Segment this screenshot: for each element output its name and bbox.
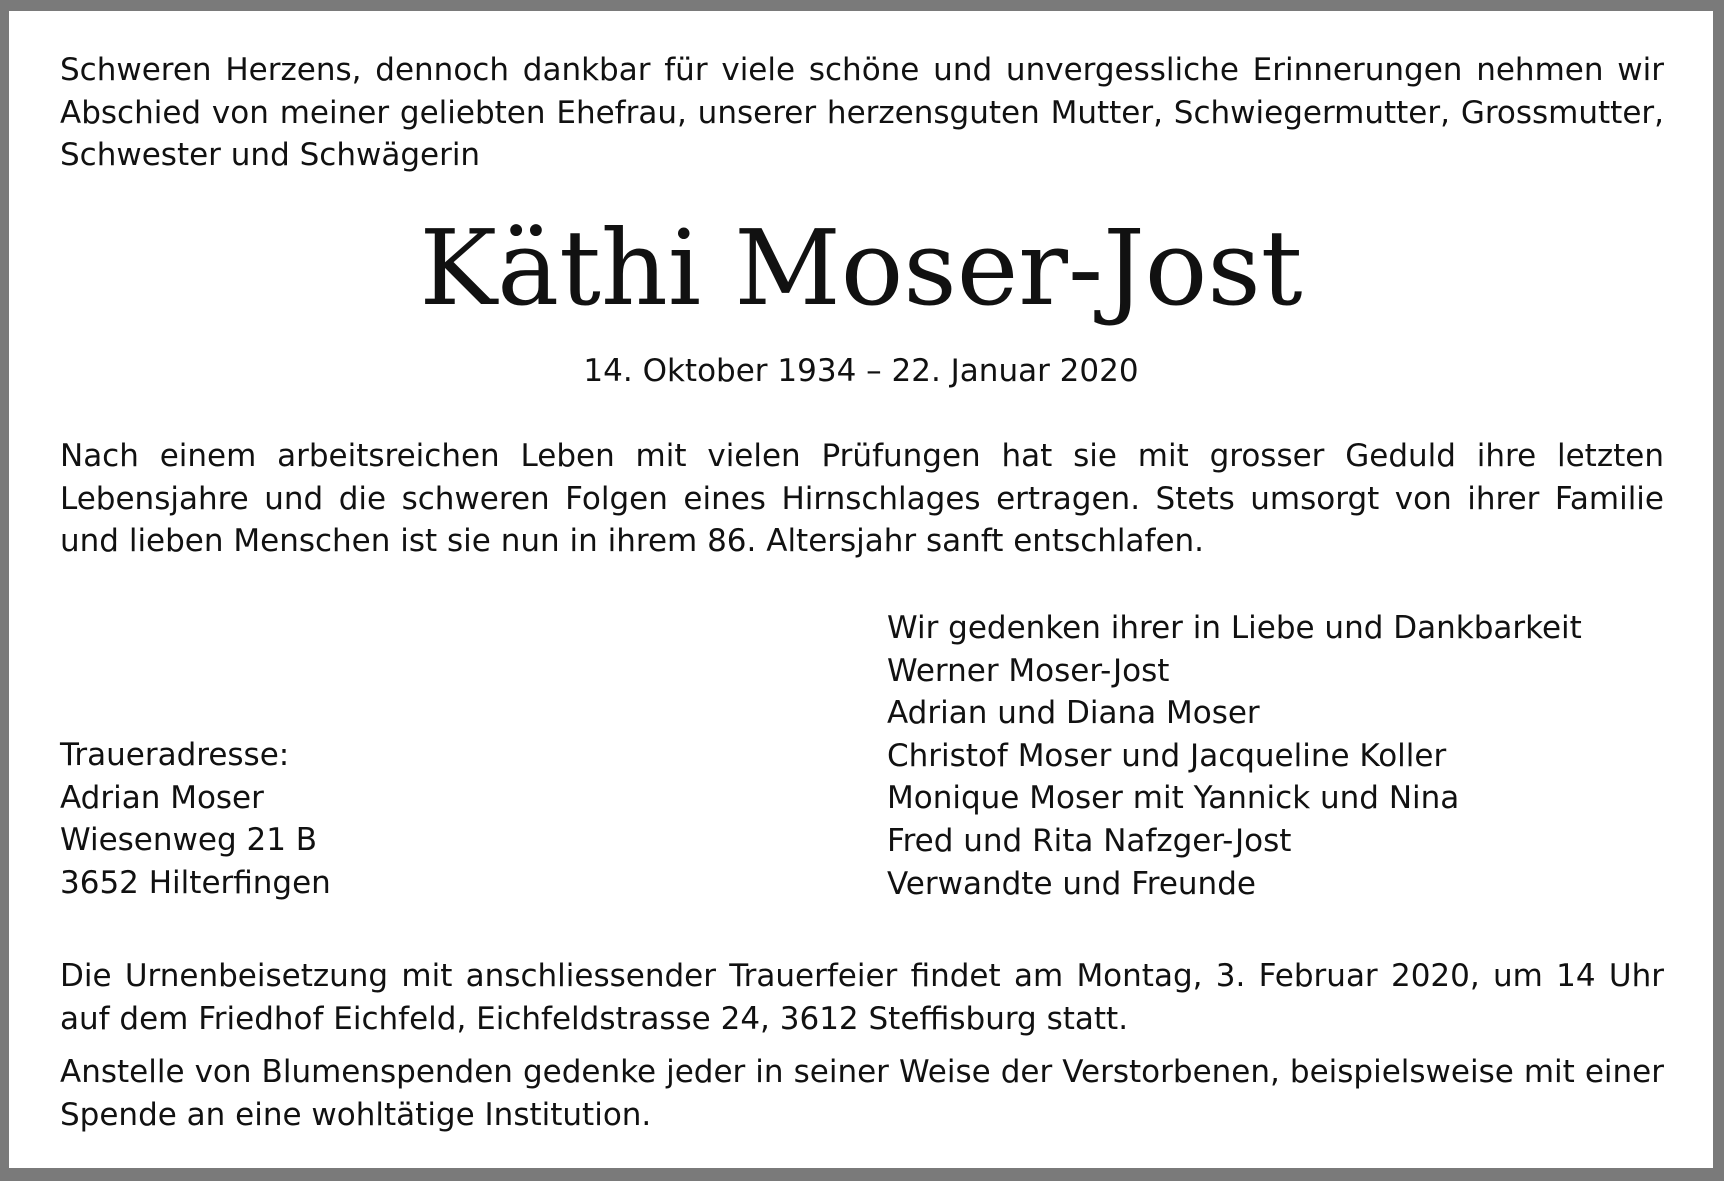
mourner-name: Fred und Rita Nafzger-Jost — [887, 822, 1292, 859]
intro-text: Schweren Herzens, dennoch dankbar für viele schöne und unvergessliche Erinnerungen nehmen wir Abschied von meiner geliebten Ehefrau, unserer herzensguten Mutter, Schwiegermutter, Grossmutter, Schwester und Schwägerin — [60, 52, 1664, 173]
mourners-list — [887, 607, 1582, 905]
address-line: Wiesenweg 21 B — [60, 822, 318, 859]
mourner-name: Christof Moser und Jacqueline Koller — [887, 737, 1447, 774]
mourner-name: Monique Moser mit Yannick und Nina — [887, 780, 1460, 817]
mourner-name: Adrian und Diana Moser — [887, 695, 1260, 732]
mourner-name: Verwandte und Freunde — [887, 865, 1256, 902]
mourning-address — [60, 734, 331, 904]
donation-text: Anstelle von Blumenspenden gedenke jeder in seiner Weise der Verstorbenen, beispielsweise mit einer Spende an eine wohltätige Institution. — [60, 1054, 1664, 1133]
address-line: Adrian Moser — [60, 779, 264, 816]
mourner-name: Werner Moser-Jost — [887, 652, 1170, 689]
deceased-name: Käthi Moser-Jost — [419, 207, 1303, 329]
ceremony-text: Die Urnenbeisetzung mit anschliessender Trauerfeier findet am Montag, 3. Februar 2020, um 14 Uhr auf dem Friedhof Eichfeld, Eichfeldstrasse 24, 3612 Steffisburg statt. — [60, 958, 1664, 1037]
biography-text: Nach einem arbeitsreichen Leben mit vielen Prüfungen hat sie mit grosser Geduld ihre letzten Lebensjahre und die schweren Folgen eines Hirnschlages ertragen. Stets umsorgt von ihrer Familie und lieben Menschen ist sie nun in ihrem 86. Altersjahr sanft entschlafen. — [60, 438, 1664, 559]
address-line: 3652 Hilterfingen — [60, 864, 331, 901]
obituary-notice — [9, 11, 1713, 1168]
mourners-heading: Wir gedenken ihrer in Liebe und Dankbarkeit — [887, 610, 1582, 646]
life-dates: 14. Oktober 1934 – 22. Januar 2020 — [583, 353, 1139, 389]
address-label: Traueradresse: — [60, 737, 290, 773]
